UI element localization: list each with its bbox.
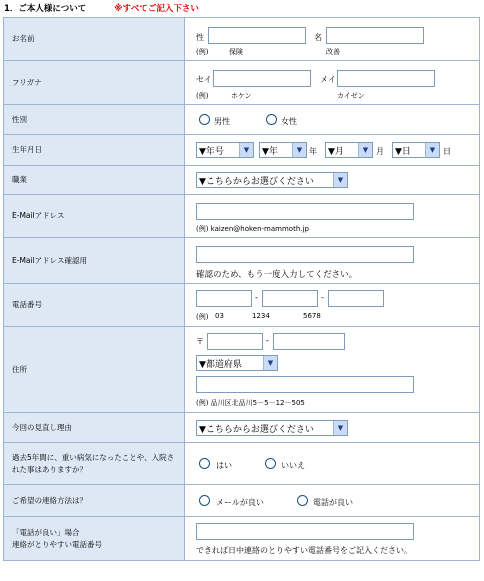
label-contact-method: ご希望の連絡方法は？ xyxy=(4,485,185,516)
label-phone: 電話番号 xyxy=(4,284,185,326)
email-example: (例) kaizen@hoken-mammoth.jp xyxy=(196,225,309,233)
row-email xyxy=(4,195,480,238)
label-email-confirm: E-Mailアドレス確認用 xyxy=(4,238,185,283)
section-title: 1．ご本人様について xyxy=(4,4,87,14)
chevron-down-icon: ▼ xyxy=(358,143,372,157)
label-contact-phone xyxy=(4,517,185,560)
contact-phone-label-line1: 「電話が良い」場合 xyxy=(12,527,80,537)
year-unit: 年 xyxy=(309,147,317,156)
occupation-select[interactable]: ▼こちらからお選びください ▼ xyxy=(196,172,348,188)
row-contact-method xyxy=(4,485,480,517)
value-address xyxy=(185,327,480,412)
radio-illness-yes[interactable] xyxy=(199,458,210,469)
value-reason xyxy=(185,413,480,442)
row-name xyxy=(4,18,480,61)
phone-dash-2: - xyxy=(321,293,324,302)
phone-example-3: 5678 xyxy=(303,312,321,320)
phone-last-input[interactable] xyxy=(328,290,384,307)
radio-illness-no[interactable] xyxy=(265,458,276,469)
label-reason: 今回の見直し理由 xyxy=(4,413,185,442)
postal-dash: - xyxy=(266,336,269,345)
name-example-prefix: (例) xyxy=(196,48,209,56)
label-furigana: フリガナ xyxy=(4,61,185,104)
phone-example-2: 1234 xyxy=(252,312,270,320)
value-contact-phone xyxy=(185,517,480,560)
phone-example-1: 03 xyxy=(215,312,224,320)
month-unit: 月 xyxy=(376,147,384,156)
furigana-example-mei: カイゼン xyxy=(337,92,365,100)
row-illness xyxy=(4,443,480,485)
sei-label: 性 xyxy=(196,33,204,42)
radio-contact-phone-label: 電話が良い xyxy=(313,498,353,507)
chevron-down-icon: ▼ xyxy=(333,173,347,187)
day-unit: 日 xyxy=(443,147,451,156)
furigana-example-prefix: (例) xyxy=(196,92,209,100)
postal-mark: 〒 xyxy=(196,337,204,346)
row-furigana xyxy=(4,61,480,105)
phone-middle-input[interactable] xyxy=(262,290,318,307)
label-name: お名前 xyxy=(4,18,185,60)
email-confirm-input[interactable] xyxy=(196,246,414,263)
radio-contact-email-label: メールが良い xyxy=(216,498,264,507)
label-gender: 性別 xyxy=(4,105,185,134)
mei-label: 名 xyxy=(314,33,322,42)
day-select[interactable]: ▼日 ▼ xyxy=(392,142,440,158)
value-illness xyxy=(185,443,480,484)
postal-code-1-input[interactable] xyxy=(207,333,263,350)
chevron-down-icon: ▼ xyxy=(239,143,253,157)
address-input[interactable] xyxy=(196,376,414,393)
furigana-sei-label: セイ xyxy=(196,75,212,84)
prefecture-select[interactable]: ▼都道府県 ▼ xyxy=(196,355,278,371)
value-birthdate xyxy=(185,135,480,165)
row-phone xyxy=(4,284,480,327)
name-example-mei: 改善 xyxy=(326,48,340,56)
row-address xyxy=(4,327,480,413)
radio-male-label: 男性 xyxy=(214,117,230,126)
label-email: E-Mailアドレス xyxy=(4,195,185,237)
first-name-input[interactable] xyxy=(326,27,424,44)
radio-male[interactable] xyxy=(199,114,210,125)
chevron-down-icon: ▼ xyxy=(333,421,347,435)
furigana-mei-label: メイ xyxy=(320,75,336,84)
value-phone xyxy=(185,284,480,326)
personal-info-form xyxy=(3,17,480,561)
reason-select[interactable]: ▼こちらからお選びください ▼ xyxy=(196,420,348,436)
row-gender xyxy=(4,105,480,135)
furigana-example-sei: ホケン xyxy=(231,92,252,100)
label-illness: 過去5年間に、重い病気になったことや、入院された事はありますか？ xyxy=(4,443,185,484)
month-select[interactable]: ▼月 ▼ xyxy=(325,142,373,158)
radio-female[interactable] xyxy=(266,114,277,125)
value-furigana xyxy=(185,61,480,104)
postal-code-2-input[interactable] xyxy=(273,333,345,350)
last-name-kana-input[interactable] xyxy=(213,70,311,87)
last-name-input[interactable] xyxy=(208,27,306,44)
value-email xyxy=(185,195,480,237)
label-address: 住所 xyxy=(4,327,185,412)
phone-area-input[interactable] xyxy=(196,290,252,307)
radio-illness-yes-label: はい xyxy=(216,461,232,470)
name-example-sei: 保険 xyxy=(229,48,243,56)
label-birthdate: 生年月日 xyxy=(4,135,185,165)
contact-phone-input[interactable] xyxy=(196,523,414,540)
phone-dash-1: - xyxy=(255,293,258,302)
value-email-confirm xyxy=(185,238,480,283)
era-select[interactable]: ▼年号 ▼ xyxy=(196,142,254,158)
email-confirm-note: 確認のため、もう一度入力してください。 xyxy=(196,270,358,280)
label-occupation: 職業 xyxy=(4,166,185,194)
phone-example-prefix: (例) xyxy=(196,313,209,321)
section-header xyxy=(2,0,482,16)
chevron-down-icon: ▼ xyxy=(292,143,306,157)
address-example: (例) 品川区北品川5－5－12－505 xyxy=(196,399,305,407)
radio-illness-no-label: いいえ xyxy=(281,461,305,470)
value-gender xyxy=(185,105,480,134)
radio-female-label: 女性 xyxy=(281,117,297,126)
chevron-down-icon: ▼ xyxy=(263,356,277,370)
chevron-down-icon: ▼ xyxy=(425,143,439,157)
contact-phone-label-line2: 連絡がとりやすい電話番号 xyxy=(12,539,102,549)
required-note: ※すべてご記入下さい xyxy=(114,4,199,14)
row-occupation xyxy=(4,166,480,195)
radio-contact-phone[interactable] xyxy=(297,495,308,506)
value-name xyxy=(185,18,480,60)
value-occupation xyxy=(185,166,480,194)
email-input[interactable] xyxy=(196,203,414,220)
first-name-kana-input[interactable] xyxy=(337,70,435,87)
row-reason xyxy=(4,413,480,443)
contact-phone-note: できれば日中連絡のとりやすい電話番号をご記入ください。 xyxy=(196,546,412,555)
value-contact-method xyxy=(185,485,480,516)
row-email-confirm xyxy=(4,238,480,284)
radio-contact-email[interactable] xyxy=(199,495,210,506)
year-select[interactable]: ▼年 ▼ xyxy=(259,142,307,158)
row-birthdate xyxy=(4,135,480,166)
row-contact-phone xyxy=(4,517,480,561)
